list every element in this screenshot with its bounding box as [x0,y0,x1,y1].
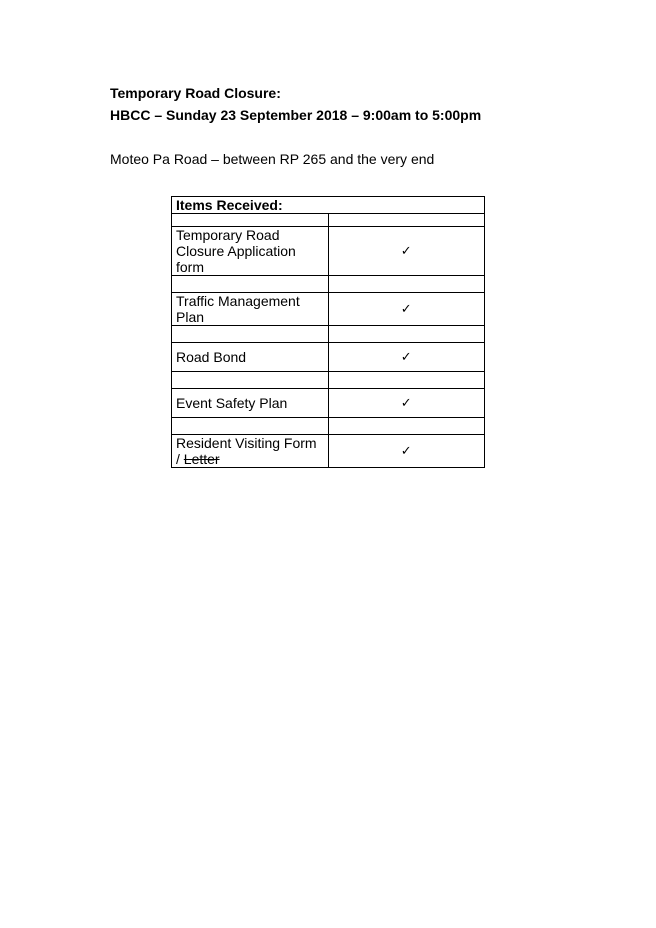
table-row [172,435,485,468]
table-row [172,227,485,276]
struck-text: Letter [183,451,220,467]
table-spacer-row [172,214,485,227]
item-label: Traffic Management Plan [172,293,329,326]
item-label-text: Resident Visiting Form / [176,435,317,467]
items-received-table [171,196,485,468]
table-row [172,293,485,326]
check-icon: ✓ [400,244,412,259]
item-label: Road Bond [172,343,329,372]
check-icon: ✓ [400,350,412,365]
item-label: Temporary Road Closure Application form [172,227,329,276]
table-spacer-row [172,418,485,435]
item-label: Event Safety Plan [172,389,329,418]
table-header: Items Received: [172,197,485,214]
heading-event-details: HBCC – Sunday 23 September 2018 – 9:00am to 5:00pm [110,107,482,123]
check-icon: ✓ [400,302,412,317]
table-spacer-row [172,326,485,343]
check-icon: ✓ [400,444,412,459]
heading-title: Temporary Road Closure: [110,85,281,101]
table-row [172,389,485,418]
table-header-row [172,197,485,214]
table-spacer-row [172,372,485,389]
table-spacer-row [172,276,485,293]
check-icon: ✓ [400,396,412,411]
table-row [172,343,485,372]
item-label [172,435,329,468]
road-location: Moteo Pa Road – between RP 265 and the very end [110,151,435,167]
